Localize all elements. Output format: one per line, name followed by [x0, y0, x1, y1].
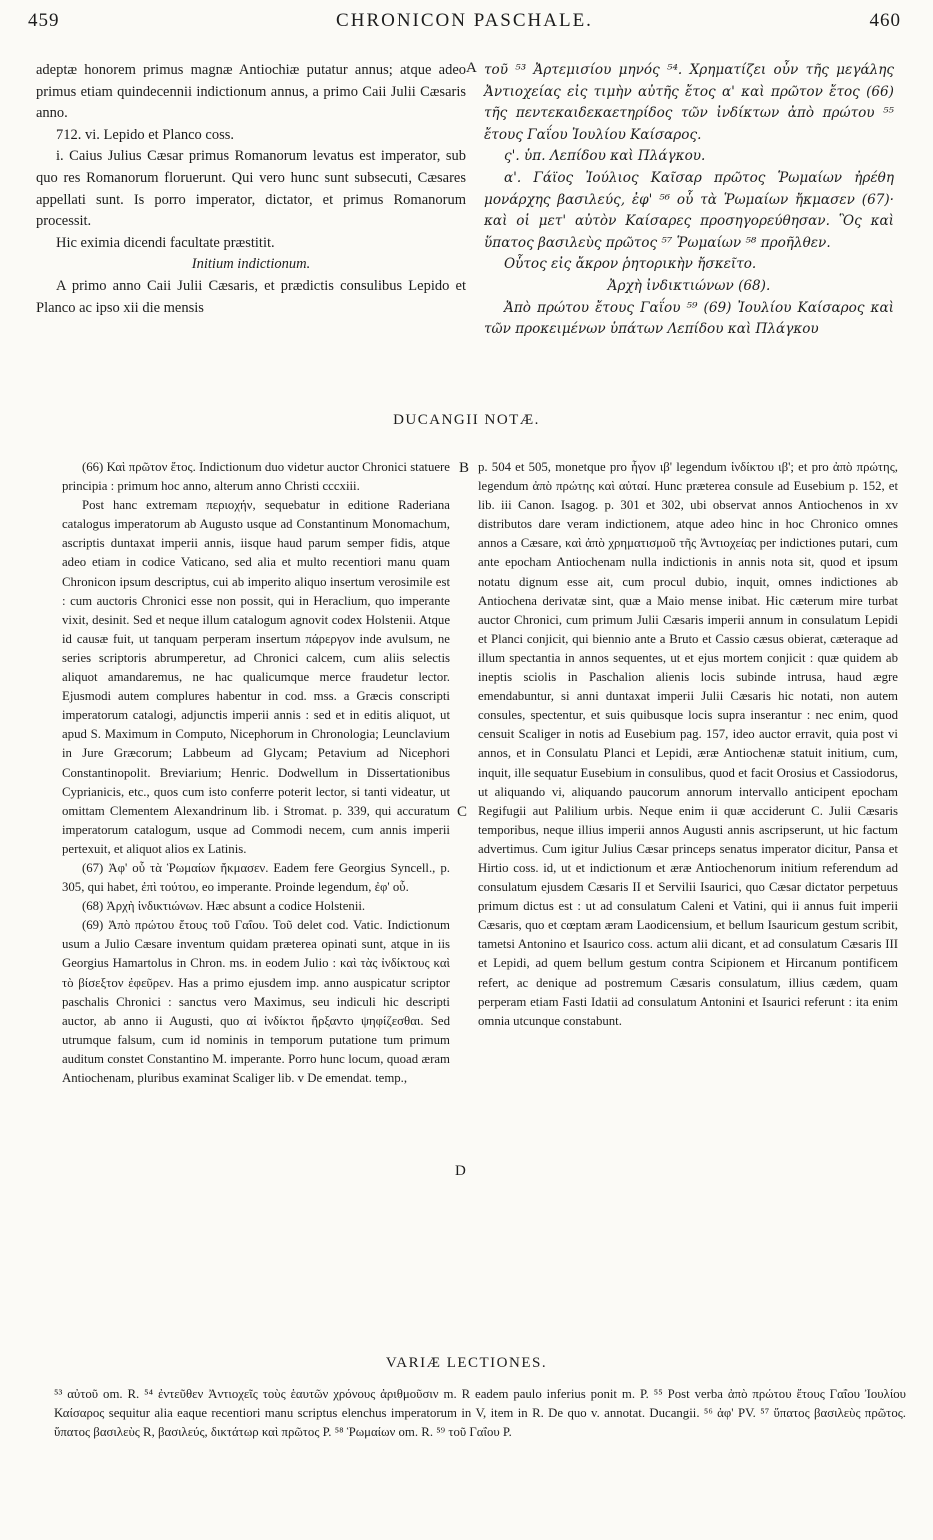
greek-subheading: Ἀρχὴ ἰνδικτιώνων (68).	[607, 277, 771, 294]
notes-section-title: DUCANGII NOTÆ.	[393, 412, 540, 428]
note-paragraph: Post hanc extremam περιοχήν, sequebatur in editione Raderiana catalogus imperatorum ab Augusto usque ad Constantinum Monomachum, ascriptis duntaxat imperii annis, iisque haud parum semper fidis, atque adeo etiam in codice Vaticano, sed alia et multo recentiori manu quam Chronicon ipsum descriptus, cui ab imperito aliquo insertum verosimile est : cum auctoris Chronici esse non possit, qui in Heraclium, quo imperante vixit, desinit. Sed et neque illum catalogum agnovit codex Holstenii. Atque id causæ fuit, ut tanquam perperam insertum πάρεργον inde avulsum, ne series scriptoris abrumperetur, ad Chronici calcem, cum aliis selectis aliquot amandaremus, ne hac qualicumque merce fraudetur lector. Ejusmodi autem complures habentur in cod. mss. a Græcis conscripti imperatorum catalogi, adjunctis imperii annis : sed et in editis aliquot, ut apud S. Maximum in Computo, Nicephorum in Chronologia; Leunclavium in Jure Græcorum; Labbeum ad Glycam; Petavium ad Nicephori Constantinopolit. Breviarium; Henric. Dodwellum in Dissertationibus Cyprianicis, etc., quos cum isto conferre poterit lector, si tanti videatur, ut omittam Clementem Alexandrinum lib. i Stromat. p. 339, qui accuratum imperatorum catalogum, usque ad Commodi necem, cum annis imperii pertexuit, et aliquot alios ex Latinis.	[62, 498, 450, 856]
variant-readings	[54, 1385, 906, 1442]
note-paragraph: (68) Ἀρχὴ ἰνδικτιώνων. Hæc absunt a codice Holstenii.	[82, 899, 366, 914]
latin-paragraph: A primo anno Caii Julii Cæsaris, et prædictis consulibus Lepido et Planco ac ipso xii die mensis	[36, 277, 466, 316]
note-paragraph: (66) Καὶ πρῶτον ἔτος. Indictionum duo videtur auctor Chronici statuere principia : primum hoc anno, alterum anno Christi cccxiii.	[62, 460, 450, 494]
margin-letter-d: D	[455, 1163, 466, 1179]
running-header	[20, 10, 909, 40]
latin-text-column	[36, 60, 466, 319]
latin-consuls-line: 712. vi. Lepido et Planco coss.	[56, 126, 235, 143]
greek-paragraph: Οὗτος εἰς ἄκρον ῥητορικὴν ἤσκεῖτο.	[504, 256, 757, 273]
latin-paragraph: Hic eximia dicendi facultate præstitit.	[56, 234, 275, 251]
note-paragraph: p. 504 et 505, monetque pro ἦγον ιβ' legendum ἰνδίκτου ιβ'; et pro ἀπὸ πρώτης, legendum ἀπὸ πρώτης καὶ αὐταί. Hunc præterea consule ad Eusebium p. 152, et lib. iii Canon. Isagog. p. 301 et 302, ubi observat annos Antiochenos in xv distributos dare veram indictionem, atque adeo hinc in hoc Chronico omnes annos a Cæsare, καὶ ἀπὸ χρηματισμοῦ τῆς Ἀντιοχείας per indictiones putari, cum ante epocham Antiochenam nulla indictionis in annis nota sit, quod et ipsum notatu dignum esse ait, cum procul dubio, inquit, omnes indictiones ab Antiochena derivatæ sint, quæ a Maio mense inibat. Hic cæterum mire turbat auctor Chronici, cum primum Julii Cæsaris imperii annum in consulatum Lepidi et Planci conjicit, qui biennio ante a Bruto et Cassio cæsus obierat, cæteraque ad illum spectantia in annos sequentes, ut et ejus mortem conjicit : quæ quidem ab ineptis sciolis in Paschalion alienis locis subinde intrusa, haud ægre emendabuntur, si anni duntaxat imperii Julii Cæsaris hic notati, non autem consules, spectentur, et suis quibusque locis supra inserantur : nec enim, quod censuit Scaliger in notis ad Eusebium pag. 157, ideo auctor erravit, quia post vi annos, et in Consulatu Planci et Lepidi, æræ Antiochenæ statuit initium, cum, inquit, ille sequatur Eusebium in consulibus, quod et facit Orosius et Cassiodorus, ut aliquando vi, aliquando paucorum annorum intervallo anticipent epocham Regifugii aut Palilium urbis. Neque enim ii quæ acciderunt C. Julii Cæsaris temporibus, neque illius imperii annos Augusti annis ascripserunt, ut hic factum advertimus. Cum igitur Julius Cæsar princeps senatus imperator dicitur, Pansa et Hirtio coss. id, ut et indictionum et æræ Antiochenorum initium referendum ad consulatum ejusdem Cæsaris II et Servilii Isaurici, quo Cæsar dictator perpetuus primum dictus est : ut ad consulatum Caleni et Vatini, qui ii annus fuit imperii Cæsaris, quo et cœptam æram Laodicensium, et bellum Isauricum gestum scribit, tametsi Antonino et Isaurico coss. actum alii dicant, et ad consulatum Cæsaris III et Lepidi, ad quem bellum gestum contra Scipionem et Hircanum pontificem refert, ac denique ad postremum Cæsaris consulatum, illius cædem, quam perperam etiam Fasti Idatii ad consulatum Antonini et Isaurici referunt : ita enim omnia utcunque constabunt.	[478, 460, 898, 1028]
latin-paragraph: i. Caius Julius Cæsar primus Romanorum levatus est imperator, sub quo res Romanorum floruerunt. Qui vero hunc sunt subsecuti, Cæsares appellati sunt. Is porro imperator, dictator, et primus Romanorum processit.	[36, 148, 466, 230]
greek-text-column	[484, 60, 894, 341]
page-number-right: 460	[869, 10, 901, 31]
notes-column-right	[478, 458, 898, 1031]
latin-subheading: Initium indictionum.	[191, 256, 311, 273]
page-title: CHRONICON PASCHALE.	[336, 10, 593, 31]
greek-paragraph: α'. Γάϊος Ἰούλιος Καῖσαρ πρῶτος Ῥωμαίων ἠρέθη μονάρχης βασιλεύς, ἐφ' ⁵⁶ οὗ τὰ Ῥωμαίων ἤκμασεν (67)· καὶ οἱ μετ' αὐτὸν Καίσαρες προσηγορεύθησαν. Ὃς καὶ ὕπατος βασιλεὺς πρῶτος ⁵⁷ Ῥωμαίων ⁵⁸ προῆλθεν.	[484, 169, 894, 251]
margin-letter-c: C	[457, 804, 468, 820]
greek-consuls-line: ς'. ὑπ. Λεπίδου καὶ Πλάγκου.	[504, 148, 706, 165]
greek-paragraph: τοῦ ⁵³ Ἀρτεμισίου μηνός ⁵⁴. Χρηματίζει οὖν τῆς μεγάλης Ἀντιοχείας εἰς τιμὴν αὐτῆς ἔτος α' καὶ πρῶτον ἔτος (66) τῆς πεντεκαιδεκαετηρίδος τῶν ἰνδίκτων ἀπὸ πρώτου ⁵⁵ ἔτους Γαΐου Ἰουλίου Καίσαρος.	[484, 62, 894, 143]
notes-column-left	[62, 458, 450, 1088]
page-number-left: 459	[28, 10, 60, 31]
greek-paragraph: Ἀπὸ πρώτου ἔτους Γαΐου ⁵⁹ (69) Ἰουλίου Καίσαρος καὶ τῶν προκειμένων ὑπάτων Λεπίδου καὶ Πλάγκου	[484, 299, 894, 338]
note-paragraph: (67) Ἀφ' οὗ τὰ Ῥωμαίων ἤκμασεν. Eadem fere Georgius Syncell., p. 305, qui habet, ἐπὶ τούτου, eo imperante. Proinde legendum, ἐφ' οὗ.	[62, 860, 450, 895]
latin-paragraph: adeptæ honorem primus magnæ Antiochiæ putatur annus; atque adeo primus etiam quindecennii indictionum annus, a primo Caii Julii Cæsaris anno.	[36, 62, 466, 122]
note-paragraph: (69) Ἀπὸ πρώτου ἔτους τοῦ Γαΐου. Τοῦ delet cod. Vatic. Indictionum usum a Julio Cæsare inventum quidam præterea opinati sunt, atque in iis Georgius Hamartolus in Chron. ms. in eodem Julio : καὶ τὰς ἰνδίκτους καὶ τὸ βίσεξτον ἐφεῦρεν. Has a primo ejusdem imp. anno auspicatur scriptor paschalis Chronici : sanctus vero Maximus, seu indiculi hic descripti auctor, ab anno ii Augusti, quo αἱ ἰνδίκτοι ἤρξαντο ψηφίζεσθαι. Sed utrumque falsum, cum id nominis in temporum putatione tum primum auditum constet Constantino M. imperante. Porro hunc locum, quoad æram Antiochenam, pluribus examinat Scaliger lib. v De emendat. temp.,	[62, 918, 450, 1085]
margin-letter-b: B	[459, 460, 470, 476]
variants-section-title: VARIÆ LECTIONES.	[385, 1355, 548, 1371]
margin-letter-a: A	[466, 60, 477, 76]
variant-readings-text: ⁵³ αὐτοῦ om. R. ⁵⁴ ἐντεῦθεν Ἀντιοχεῖς τοὺς ἑαυτῶν χρόνους ἀριθμοῦσιν m. R eadem paulo inferius ponit m. P. ⁵⁵ Post verba ἀπὸ πρώτου ἔτους Γαΐου Ἰουλίου Καίσαρος sequitur alia eaque recentiori manu scriptus elenchus imperatorum in V, item in R. De quo v. annotat. Ducangii. ⁵⁶ ἀφ' PV. ⁵⁷ ὕπατος βασιλεὺς πρῶτος. ὕπατος βασιλεὺς R, βασιλεύς, δικτάτωρ καὶ πρῶτος P. ⁵⁸ Ῥωμαίων om. R. ⁵⁹ τοῦ Γαΐου P.	[54, 1387, 906, 1439]
